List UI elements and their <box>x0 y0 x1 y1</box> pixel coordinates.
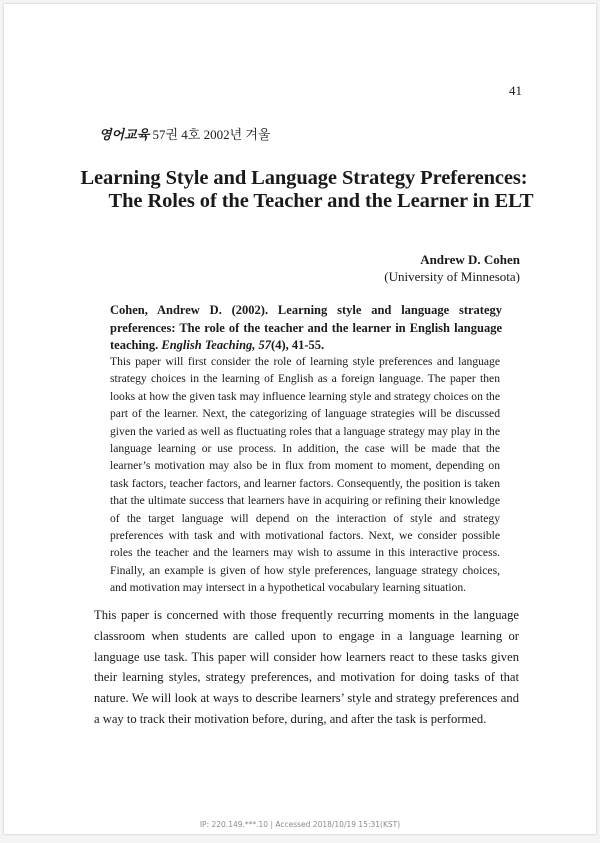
journal-title: 영어교육 <box>99 128 150 143</box>
citation-journal: English Teaching, 57 <box>161 338 272 352</box>
citation-issue-pages: (4), 41-55. <box>271 338 325 352</box>
page-number: 41 <box>509 83 522 98</box>
author-name: Andrew D. Cohen <box>420 252 520 267</box>
paper-page <box>4 4 596 834</box>
abstract: This paper will first consider the role of learning style preferences and language strategy choices in the learning of English as a foreign language. The paper then looks at how the given task may influence learning style and strategy choices on the part of the learner. Next, the categorizing of language strategies will be discussed given the varied as well as fluctuating roles that a language strategy may play in the language learning or use process. In addition, the case will be made that the learner’s motivation may also be in flux from moment to moment, depending on task factors, teacher factors, and learner factors. Consequently, the position is taken that the ultimate success that learners have in acquiring or refining their knowledge of the target language will depend on the interaction of style and strategy preferences with task and with motivational factors. Next, we consider possible roles the teacher and the learners may wish to assume in this interactive process. Finally, an example is given of how style preferences, language strategy choices, and motivation may intersect in a hypothetical vocabulary learning situation. <box>110 355 500 595</box>
citation-text: Cohen, Andrew D. (2002). Learning style and language strategy preferences: The role of the teacher and the learner in English language teaching. <box>110 303 502 352</box>
journal-header <box>99 124 271 143</box>
author-affiliation: (University of Minnesota) <box>384 269 520 284</box>
paper-title-line-1: Learning Style and Language Strategy Preferences: <box>80 167 528 189</box>
citation <box>110 302 502 355</box>
journal-issue: 57권 4호 2002년 겨울 <box>152 127 271 142</box>
paper-title-line-2: The Roles of the Teacher and the Learner in ELT <box>108 190 534 212</box>
body-paragraph: This paper is concerned with those frequently recurring moments in the language classroom when students are called upon to engage in a language learning or language use task. This paper will consider how learners react to these tasks given their learning styles, strategy preferences, and motivation for doing tasks of that nature. We will look at ways to describe learners’ style and strategy preferences and a way to track their motivation before, during, and after the task is performed. <box>94 608 519 726</box>
access-footer: IP: 220.149.***.10 | Accessed 2018/10/19 15:31(KST) <box>199 820 401 829</box>
